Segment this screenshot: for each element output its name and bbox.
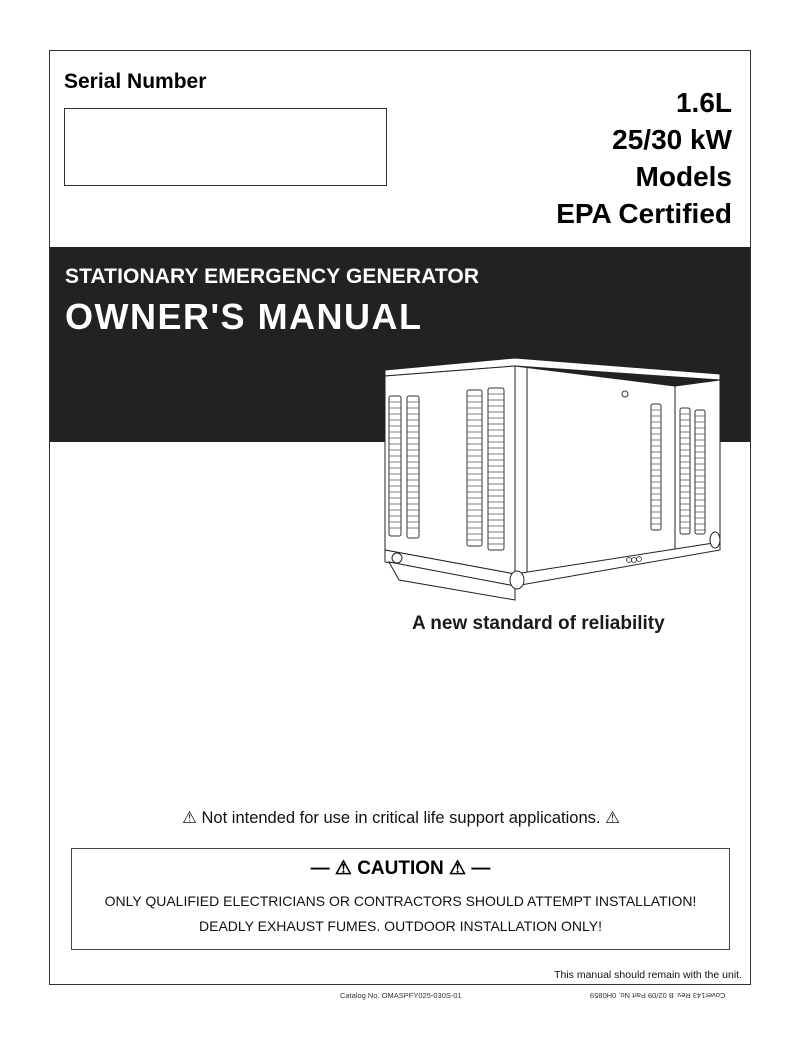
caution-heading: — ⚠ CAUTION ⚠ —	[310, 858, 491, 879]
serial-number-label: Serial Number	[64, 70, 207, 93]
document-subtitle: STATIONARY EMERGENCY GENERATOR	[65, 265, 480, 288]
caution-line-installation: ONLY QUALIFIED ELECTRICIANS OR CONTRACTORS SHOULD ATTEMPT INSTALLATION!	[104, 893, 697, 909]
caution-line-exhaust: DEADLY EXHAUST FUMES. OUTDOOR INSTALLATION ONLY!	[199, 918, 602, 934]
model-info	[556, 84, 732, 232]
serial-number-field[interactable]	[64, 108, 387, 186]
part-number-rotated: Cover143 Rev. B 02/09 Part No. 0H0859	[590, 991, 726, 1000]
generator-illustration-icon	[375, 352, 735, 602]
document-title: OWNER'S MANUAL	[65, 296, 423, 337]
models-label: Models	[635, 161, 732, 192]
tagline: A new standard of reliability	[412, 613, 665, 634]
certification: EPA Certified	[556, 198, 732, 229]
caution-box	[71, 848, 730, 950]
power-rating: 25/30 kW	[612, 124, 732, 155]
life-support-warning: ⚠ Not intended for use in critical life support applications. ⚠	[182, 809, 620, 827]
catalog-number: Catalog No. OMASPFY025-030S-01	[340, 991, 462, 1000]
engine-size: 1.6L	[675, 87, 732, 118]
remain-with-unit-note: This manual should remain with the unit.	[554, 969, 742, 981]
